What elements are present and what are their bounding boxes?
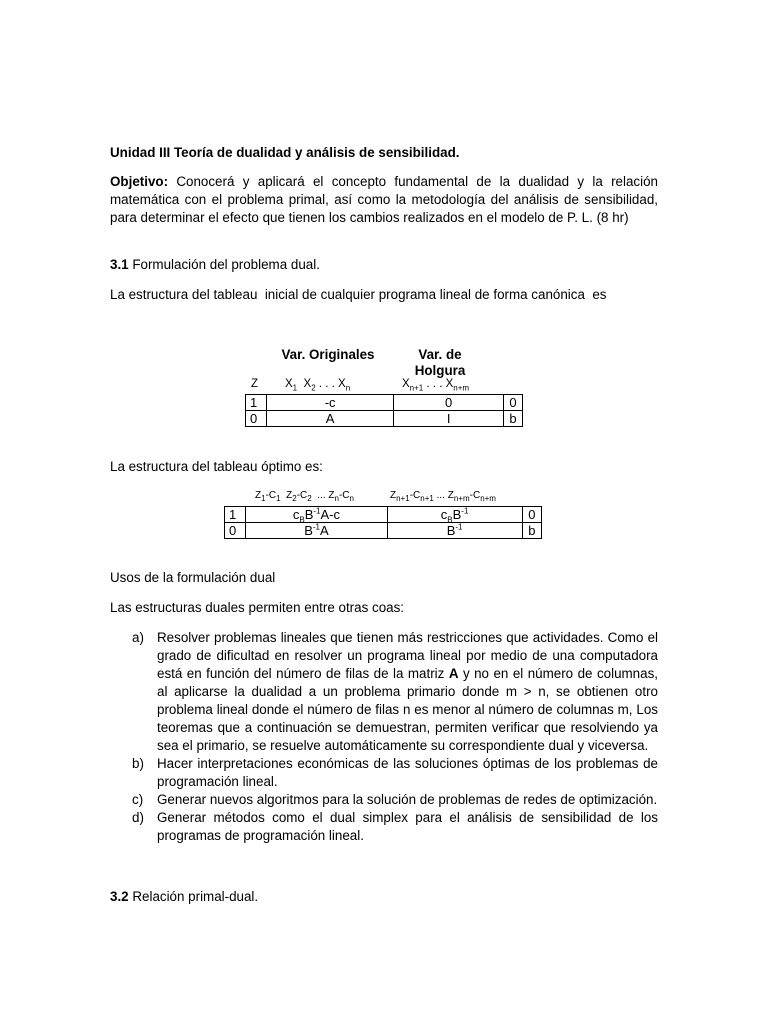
- optimal-tableau-intro: La estructura del tableau óptimo es:: [110, 459, 323, 474]
- list-marker: c): [132, 792, 144, 807]
- optimal-tableau: [224, 506, 542, 539]
- header-slack-line1: Var. de: [418, 347, 462, 362]
- table-row: [225, 523, 542, 539]
- table-cell: 0: [522, 507, 541, 523]
- list-item: [110, 755, 658, 791]
- table-cell: A: [266, 411, 393, 427]
- table-row: [246, 395, 523, 411]
- unit-title: Unidad III Teoría de dualidad y análisis de sensibilidad.: [110, 145, 460, 160]
- table-cell: I: [394, 411, 504, 427]
- section-3-1-number: 3.1: [110, 257, 129, 272]
- list-item: [110, 809, 658, 845]
- section-3-1-heading: [110, 257, 320, 272]
- list-item-text: Generar nuevos algoritmos para la solución de problemas de redes de optimización.: [157, 792, 658, 807]
- section-3-2-heading: [110, 889, 258, 904]
- list-item-text: Generar métodos como el dual simplex para el análisis de sensibilidad de los programas de programación lineal.: [157, 810, 658, 843]
- list-item-text-after: y no en el número de columnas, al aplicarse la dualidad a un problema primario donde m > n, se obtienen otro problema lineal donde el número de filas n es menor al número de columnas m, Los teoremas que a continuación se demuestran, permiten verificar que resolviendo ya sea el primario, se resuelve automáticamente su correspondiente dual y viceversa.: [157, 666, 658, 753]
- objective-paragraph: [110, 173, 658, 227]
- list-marker: b): [132, 756, 144, 771]
- initial-tableau-intro: La estructura del tableau inicial de cualquier programa lineal de forma canónica es: [110, 287, 607, 302]
- uses-title: Usos de la formulación dual: [110, 570, 276, 585]
- section-3-2-number: 3.2: [110, 889, 129, 904]
- uses-intro: Las estructuras duales permiten entre otras coas:: [110, 600, 404, 615]
- table-cell: b: [504, 411, 523, 427]
- table-cell: -c: [266, 395, 393, 411]
- table-row: [225, 507, 542, 523]
- table-row: [246, 411, 523, 427]
- table-cell: 0: [394, 395, 504, 411]
- sub-z: Z: [251, 378, 259, 390]
- list-item-text: Resolver problemas lineales que tienen más restricciones que actividades. Como el grado de dificultad en resolver un programa lineal por medio de una computadora está en función del número de filas de la matriz: [157, 630, 658, 681]
- header-slack-vars: [400, 347, 480, 379]
- table-cell: $c_BB^{-1}$: [387, 507, 522, 523]
- list-marker: a): [132, 630, 144, 645]
- table-cell: b: [522, 523, 541, 539]
- list-item: [110, 629, 658, 755]
- optimal-sub-slack: $Z_{n+1}-C_{n+1}$ ... $Z_{n+m}-C_{n+m}$: [390, 490, 496, 503]
- header-original-vars: Var. Originales: [281, 347, 375, 362]
- section-3-1-title: Formulación del problema dual.: [128, 257, 320, 272]
- table-cell: $B^{-1}A$: [246, 523, 387, 539]
- sub-original-vars: $X_1$ $X_2$ . . . $X_n$: [285, 378, 351, 393]
- sub-slack-vars: $X_{n+1}$ . . . $X_{n+m}$: [402, 378, 470, 393]
- table-cell: 1: [225, 507, 246, 523]
- list-item: [110, 791, 658, 809]
- header-slack-line2: Holgura: [414, 363, 466, 378]
- initial-tableau: [245, 394, 523, 427]
- optimal-sub-original: $Z_1-C_1$ $Z_2-C_2$ ... $Z_n-C_n$: [255, 490, 354, 503]
- uses-list: [110, 629, 658, 845]
- table-cell: 0: [225, 523, 246, 539]
- list-marker: d): [132, 810, 144, 825]
- table-cell: $c_BB^{-1}A-c$: [246, 507, 387, 523]
- list-item-bold: A: [448, 666, 459, 681]
- table-cell: 0: [246, 411, 267, 427]
- objective-text: Conocerá y aplicará el concepto fundamental de la dualidad y la relación matemática con el problema primal, así como la metodología del análisis de sensibilidad, para determinar el efecto que tienen los cambios realizados en el modelo de P. L. (8 hr): [110, 174, 658, 225]
- list-item-text: Hacer interpretaciones económicas de las soluciones óptimas de los problemas de programación lineal.: [157, 756, 658, 789]
- objective-label: Objetivo:: [110, 174, 169, 189]
- section-3-2-title: Relación primal-dual.: [128, 889, 259, 904]
- table-cell: 0: [504, 395, 523, 411]
- table-cell: $B^{-1}$: [387, 523, 522, 539]
- table-cell: 1: [246, 395, 267, 411]
